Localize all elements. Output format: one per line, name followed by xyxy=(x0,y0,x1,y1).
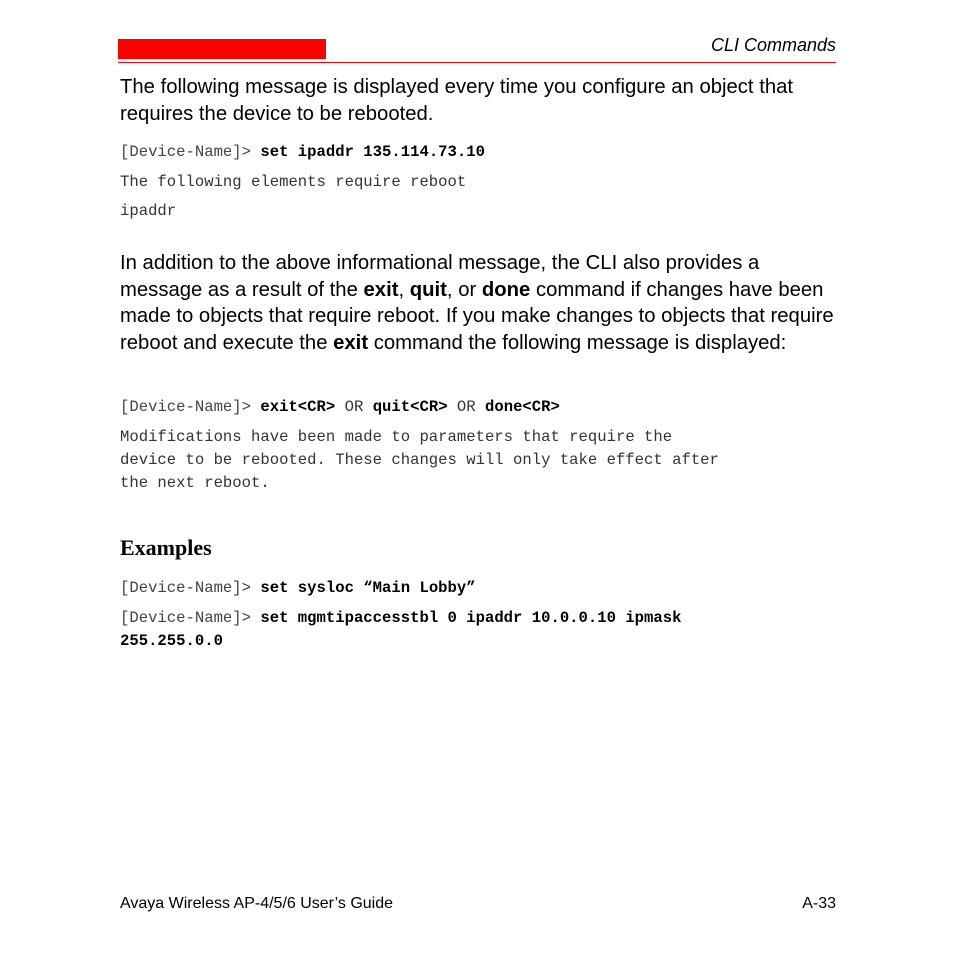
reboot-paragraph xyxy=(120,250,840,356)
cli-prompt: [Device-Name]> xyxy=(120,579,261,597)
examples-heading: Examples xyxy=(120,535,212,560)
cli-command: quit<CR> xyxy=(372,398,448,416)
text-run: , xyxy=(398,278,410,301)
keyword-exit: exit xyxy=(363,278,399,301)
code-output-line: ipaddr xyxy=(120,202,177,220)
code-line-command xyxy=(120,141,485,164)
example-line xyxy=(120,577,476,600)
footer-page-number: A-33 xyxy=(802,895,836,912)
code-output-line: the next reboot. xyxy=(120,474,270,492)
keyword-done: done xyxy=(481,278,531,301)
header-rule xyxy=(118,62,836,63)
section-title: CLI Commands xyxy=(710,35,836,55)
cli-or: OR xyxy=(447,398,485,416)
cli-command: set mgmtipaccesstbl 0 ipaddr 10.0.0.10 ipmask xyxy=(260,609,682,627)
cli-prompt: [Device-Name]> xyxy=(120,143,261,161)
code-output-line: The following elements require reboot xyxy=(120,173,467,191)
text-run: , or xyxy=(446,278,482,301)
code-output-line: Modifications have been made to parameters that require the xyxy=(120,428,673,446)
intro-paragraph: The following message is displayed every time you configure an object that requires the device to be rebooted. xyxy=(120,76,794,125)
text-run: command if changes have been made to objects that require reboot. If you make changes to objects that require reboot and execute the xyxy=(120,278,834,354)
example-line xyxy=(120,607,681,630)
cli-command: set ipaddr 135.114.73.10 xyxy=(260,143,485,161)
code-line-command xyxy=(120,396,560,419)
header-accent-bar xyxy=(118,39,326,59)
cli-prompt: [Device-Name]> xyxy=(120,398,261,416)
cli-command: done<CR> xyxy=(485,398,560,416)
code-output-line: device to be rebooted. These changes will only take effect after xyxy=(120,451,719,469)
example-line xyxy=(120,630,223,653)
cli-command: exit<CR> xyxy=(260,398,336,416)
text-run: In addition to the above informational message, the CLI also provides a message as a result of the xyxy=(120,252,760,301)
cli-command: 255.255.0.0 xyxy=(120,632,223,650)
footer-guide-title: Avaya Wireless AP-4/5/6 User’s Guide xyxy=(120,895,394,912)
text-run: command the following message is displayed: xyxy=(368,331,787,354)
keyword-exit: exit xyxy=(333,331,369,354)
cli-or: OR xyxy=(335,398,373,416)
cli-command: set sysloc “Main Lobby” xyxy=(260,579,476,597)
keyword-quit: quit xyxy=(409,278,447,301)
cli-prompt: [Device-Name]> xyxy=(120,609,261,627)
